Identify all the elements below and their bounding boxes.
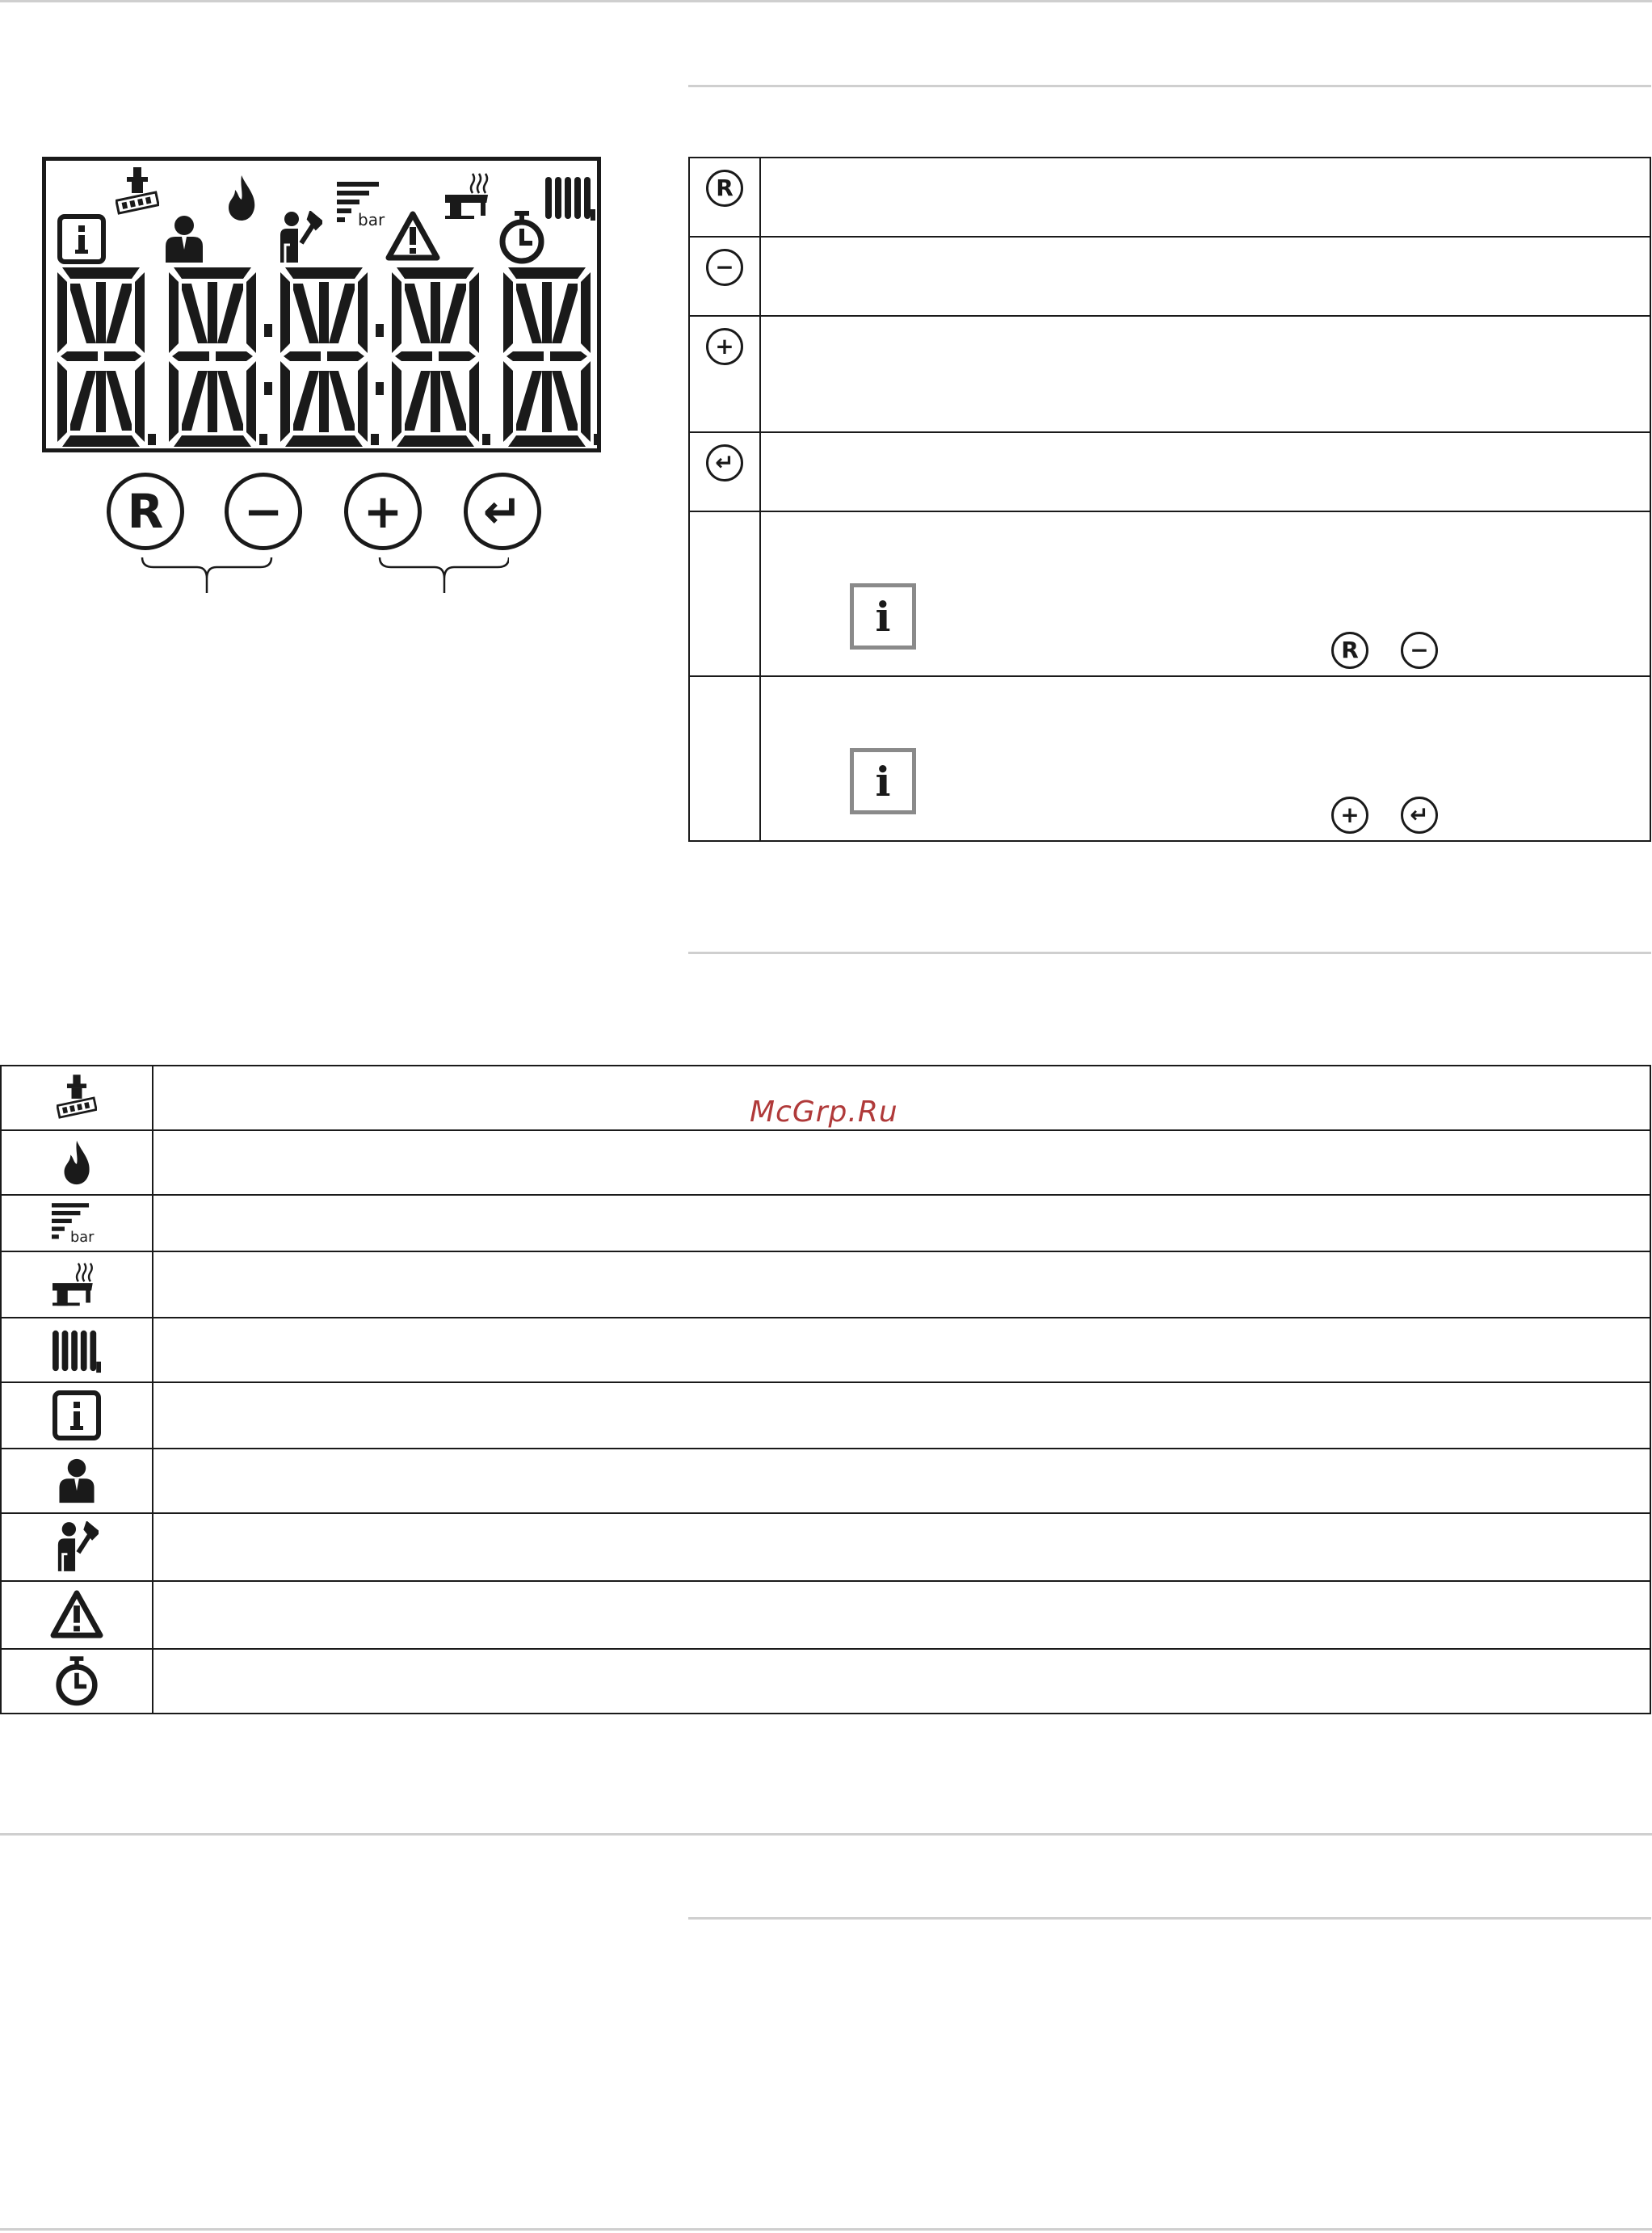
bottom-rule <box>0 2228 1652 2231</box>
timer-icon <box>498 211 545 264</box>
plus-key-icon: + <box>1331 797 1368 834</box>
plus-key-icon: + <box>706 328 743 365</box>
service-wrench-icon <box>55 1521 99 1573</box>
icon-description <box>153 1382 1650 1449</box>
table-row <box>689 676 1650 841</box>
icon-description <box>153 1513 1650 1581</box>
chimney-sweep-icon <box>116 167 159 217</box>
minus-key-icon: − <box>706 249 743 286</box>
svg-text:bar: bar <box>358 210 385 227</box>
icon-description <box>153 1066 1650 1130</box>
minus-key-icon: − <box>1401 632 1438 669</box>
svg-text:bar: bar <box>70 1230 95 1244</box>
table-row <box>1 1251 1650 1318</box>
timer-icon <box>55 1656 99 1706</box>
key-description <box>760 237 1650 316</box>
section-rule-1 <box>688 85 1651 87</box>
icon-legend-table <box>0 1065 1651 1714</box>
icon-description <box>153 1581 1650 1649</box>
reset-button[interactable]: R <box>107 473 184 550</box>
table-row <box>1 1318 1650 1382</box>
table-row <box>689 158 1650 237</box>
flame-icon <box>225 174 258 222</box>
icon-description <box>153 1649 1650 1714</box>
warning-icon <box>385 211 440 263</box>
reset-key-icon: R <box>706 170 743 207</box>
table-row <box>689 432 1650 511</box>
section-rule-4 <box>688 1917 1651 1920</box>
watermark: McGrp.Ru <box>750 1095 898 1129</box>
icon-description <box>153 1195 1650 1251</box>
table-row <box>689 316 1650 432</box>
radiator-icon <box>52 1326 102 1374</box>
table-row <box>1 1449 1650 1513</box>
enter-button[interactable]: ↵ <box>464 473 541 550</box>
reset-key-icon: R <box>1331 632 1368 669</box>
info-icon <box>57 214 106 264</box>
section-rule-3 <box>0 1833 1652 1836</box>
lcd-display <box>42 157 601 452</box>
user-icon <box>164 214 204 264</box>
info-note-icon: i <box>850 583 916 650</box>
top-rule <box>0 0 1652 2</box>
hot-water-tap-icon <box>445 172 497 221</box>
bar-pressure-icon <box>52 1202 102 1244</box>
combo-description <box>760 511 1650 676</box>
enter-key-icon: ↵ <box>706 444 743 482</box>
key-description <box>760 316 1650 432</box>
segment-digits <box>53 266 599 448</box>
icon-description <box>153 1130 1650 1195</box>
table-row <box>1 1649 1650 1714</box>
minus-button[interactable]: − <box>225 473 302 550</box>
hot-water-tap-icon <box>53 1261 101 1308</box>
icon-description <box>153 1251 1650 1318</box>
chimney-sweep-icon <box>57 1074 97 1121</box>
table-row <box>1 1513 1650 1581</box>
service-wrench-icon <box>277 211 322 264</box>
table-row <box>1 1382 1650 1449</box>
table-row <box>689 511 1650 676</box>
key-combo <box>1331 797 1438 834</box>
radiator-icon <box>545 172 595 222</box>
key-description <box>760 158 1650 237</box>
info-note-icon: i <box>850 748 916 814</box>
combo-description <box>760 676 1650 841</box>
table-row <box>1 1130 1650 1195</box>
user-icon <box>57 1457 96 1504</box>
key-combo <box>1331 632 1438 669</box>
enter-key-icon: ↵ <box>1401 797 1438 834</box>
info-icon <box>53 1390 101 1440</box>
table-row <box>1 1581 1650 1649</box>
plus-button[interactable]: + <box>344 473 422 550</box>
icon-description <box>153 1449 1650 1513</box>
key-description <box>760 432 1650 511</box>
table-row <box>1 1195 1650 1251</box>
flame-icon <box>61 1139 93 1186</box>
key-function-table <box>688 157 1651 842</box>
icon-description <box>153 1318 1650 1382</box>
warning-icon <box>50 1590 103 1640</box>
table-row <box>689 237 1650 316</box>
button-brackets <box>137 556 509 596</box>
section-rule-2 <box>688 952 1651 954</box>
